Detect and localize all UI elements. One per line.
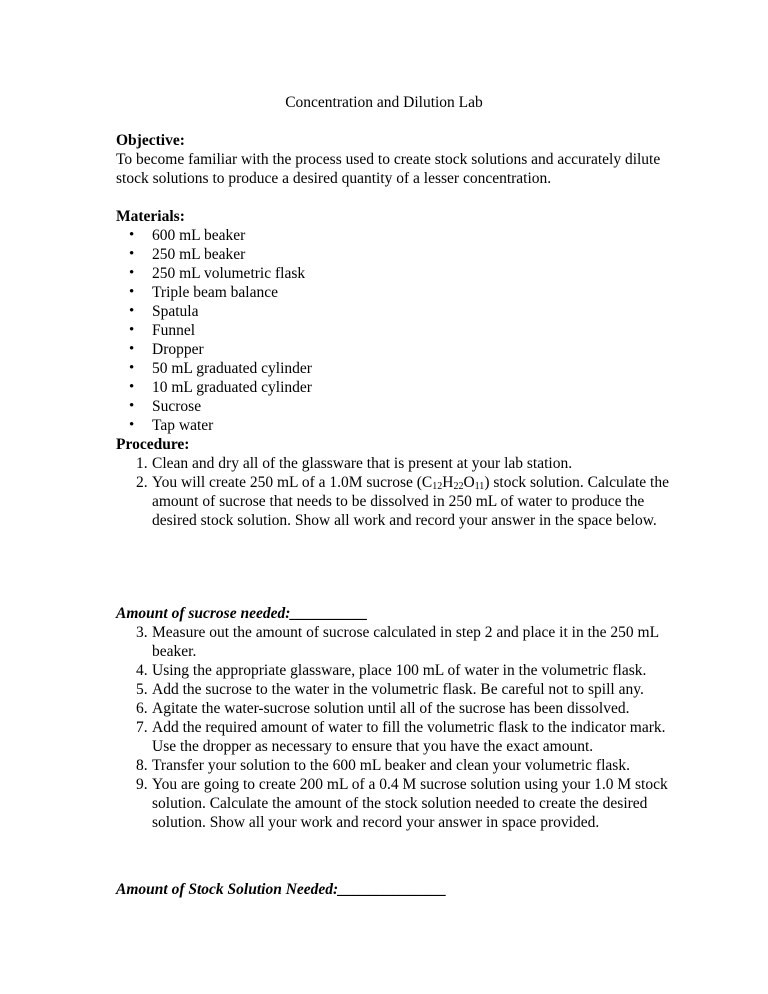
step-number: 8.: [136, 757, 148, 774]
sucrose-answer-line: Amount of sucrose needed:__________: [116, 605, 368, 622]
step-text: You are going to create 200 mL of a 0.4 M sucrose solution using your 1.0 M stock solution. Calculate the amount of the stock solution needed to create the desired solution. Show all your work and record your answer in space provided.: [152, 776, 668, 831]
materials-item: • Sucrose: [116, 397, 676, 416]
procedure-step: [116, 454, 676, 473]
step-number: 6.: [136, 700, 148, 717]
step-number: 2.: [136, 474, 148, 491]
step-text: ) stock solution. Calculate the amount of sucrose that needs to be dissolved in 250 mL of water to produce the desired stock solution. Show all work and record your answer in the space below.: [152, 474, 669, 529]
materials-item: • 10 mL graduated cylinder: [116, 378, 676, 397]
procedure-step: [116, 473, 676, 530]
step-text: Add the sucrose to the water in the volumetric flask. Be careful not to spill any.: [152, 681, 644, 698]
stock-answer-line: Amount of Stock Solution Needed:______________: [116, 881, 447, 898]
step-text: Measure out the amount of sucrose calculated in step 2 and place it in the 250 mL beaker.: [152, 624, 659, 660]
procedure-steps-a: [116, 454, 676, 530]
materials-list: [116, 226, 676, 435]
procedure-step: [116, 775, 676, 832]
document-title: Concentration and Dilution Lab: [285, 94, 483, 111]
sucrose-formula: $C_{12}H_{22}O_{11}$: [421, 474, 485, 492]
procedure-heading: Procedure:: [116, 436, 190, 453]
procedure-step: [116, 756, 676, 775]
procedure-step: [116, 623, 676, 661]
materials-item: • Dropper: [116, 340, 676, 359]
step-number: 4.: [136, 662, 148, 679]
step-text: You will create 250 mL of a 1.0M sucrose (: [152, 474, 422, 491]
materials-item: • Funnel: [116, 321, 676, 340]
objective-heading: Objective:: [116, 132, 185, 149]
step-text: Agitate the water-sucrose solution until all of the sucrose has been dissolved.: [152, 700, 630, 717]
procedure-step: [116, 718, 676, 756]
procedure-step: [116, 661, 676, 680]
procedure-section: [116, 435, 676, 530]
materials-heading: Materials:: [116, 208, 185, 225]
objective-text: To become familiar with the process used to create stock solutions and accurately dilute stock solutions to produce a desired quantity of a lesser concentration.: [116, 151, 661, 187]
procedure-continued: [116, 604, 676, 832]
procedure-step: [116, 680, 676, 699]
materials-section: [116, 207, 676, 435]
step-text: Using the appropriate glassware, place 100 mL of water in the volumetric flask.: [152, 662, 647, 679]
step-number: 5.: [136, 681, 148, 698]
materials-item: • 250 mL volumetric flask: [116, 264, 676, 283]
materials-item: • Tap water: [116, 416, 676, 435]
stock-answer-section: [116, 880, 676, 899]
step-text: Add the required amount of water to fill the volumetric flask to the indicator mark. Use the dropper as necessary to ensure that you have the exact amount.: [152, 719, 666, 755]
objective-section: [116, 131, 676, 188]
materials-item: • 250 mL beaker: [116, 245, 676, 264]
procedure-steps-b: [116, 623, 676, 832]
materials-item: • Triple beam balance: [116, 283, 676, 302]
procedure-step: [116, 699, 676, 718]
step-number: 7.: [136, 719, 148, 736]
step-text: Transfer your solution to the 600 mL beaker and clean your volumetric flask.: [152, 757, 630, 774]
step-number: 9.: [136, 776, 148, 793]
materials-item: • Spatula: [116, 302, 676, 321]
step-text: Clean and dry all of the glassware that is present at your lab station.: [152, 455, 573, 472]
materials-item: • 50 mL graduated cylinder: [116, 359, 676, 378]
materials-item: • 600 mL beaker: [116, 226, 676, 245]
step-number: 3.: [136, 624, 148, 641]
step-number: 1.: [136, 455, 148, 472]
